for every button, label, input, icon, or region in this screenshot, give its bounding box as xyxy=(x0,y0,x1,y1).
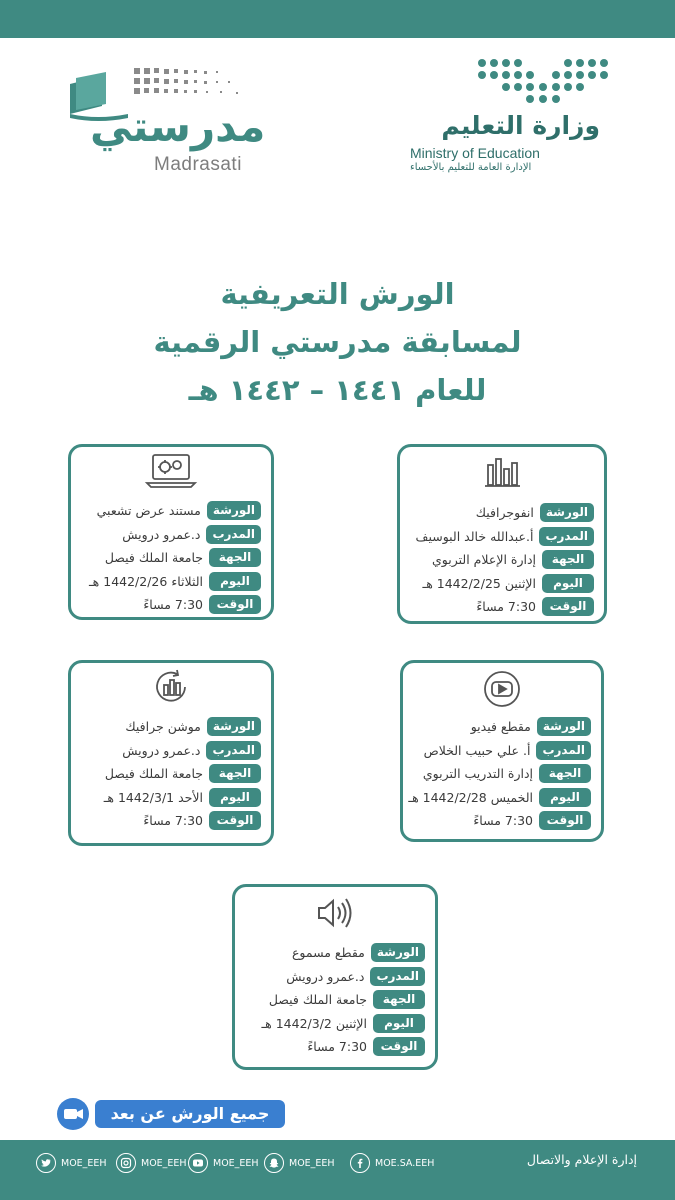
footer-instagram[interactable] xyxy=(116,1152,187,1174)
facebook-icon xyxy=(350,1153,370,1173)
pixel-dots-icon xyxy=(132,66,272,106)
workshop-day: الثلاثاء 1442/2/26 هـ xyxy=(89,573,203,589)
workshop-day: الإثنين 1442/2/25 هـ xyxy=(422,575,536,591)
label-entity: الجهة xyxy=(373,990,425,1009)
workshop-title: مستند عرض تشعبي xyxy=(96,503,201,519)
ministry-name-english: Ministry of Education xyxy=(410,145,540,161)
workshop-title: انفوجرافيك xyxy=(475,505,534,521)
trainer-name: أ. علي حبيب الخلاص xyxy=(423,742,531,758)
youtube-icon xyxy=(188,1153,208,1173)
facebook-handle: MOE.SA.EEH xyxy=(375,1157,435,1169)
trainer-name: د.عمرو درويش xyxy=(286,968,365,984)
footer-snapchat[interactable] xyxy=(264,1152,335,1174)
entity-name: جامعة الملك فيصل xyxy=(104,550,203,566)
label-day: اليوم xyxy=(209,572,261,591)
label-day: اليوم xyxy=(539,788,591,807)
label-trainer: المدرب xyxy=(536,741,591,760)
youtube-handle: MOE_EEH xyxy=(213,1157,259,1169)
label-time: الوقت xyxy=(539,811,591,830)
twitter-icon xyxy=(36,1153,56,1173)
workshop-day: الإثنين 1442/3/2 هـ xyxy=(261,1015,367,1031)
footer-facebook[interactable] xyxy=(350,1152,434,1174)
page-title xyxy=(0,270,675,414)
madrasati-arabic: مدرستي xyxy=(90,102,266,151)
entity-name: جامعة الملك فيصل xyxy=(268,992,367,1008)
top-bar xyxy=(0,0,675,38)
title-line-1: الورش التعريفية xyxy=(220,277,455,311)
workshop-title: مقطع فيديو xyxy=(470,719,531,735)
all-remote-badge xyxy=(57,1098,289,1130)
label-entity: الجهة xyxy=(542,550,594,569)
entity-name: إدارة التدريب التربوي xyxy=(422,766,533,782)
trainer-name: د.عمرو درويش xyxy=(122,526,201,542)
ministry-subtitle: الإدارة العامة للتعليم بالأحساء xyxy=(410,162,532,173)
workshop-time: 7:30 مساءً xyxy=(476,599,536,615)
snapchat-icon xyxy=(264,1153,284,1173)
instagram-icon xyxy=(116,1153,136,1173)
trainer-name: د.عمرو درويش xyxy=(122,742,201,758)
label-trainer: المدرب xyxy=(206,525,261,544)
label-time: الوقت xyxy=(542,597,594,616)
label-workshop: الورشة xyxy=(207,501,261,520)
workshop-day: الأحد 1442/3/1 هـ xyxy=(103,789,203,805)
motion-graphic-icon xyxy=(151,667,191,707)
label-trainer: المدرب xyxy=(539,527,594,546)
label-time: الوقت xyxy=(373,1037,425,1056)
workshop-time: 7:30 مساءً xyxy=(307,1039,367,1055)
workshop-card-hypertext xyxy=(68,444,274,620)
label-day: اليوم xyxy=(209,788,261,807)
instagram-handle: MOE_EEH xyxy=(141,1157,187,1169)
label-day: اليوم xyxy=(373,1014,425,1033)
label-workshop: الورشة xyxy=(207,717,261,736)
label-time: الوقت xyxy=(209,595,261,614)
workshop-time: 7:30 مساءً xyxy=(473,813,533,829)
label-entity: الجهة xyxy=(209,764,261,783)
entity-name: جامعة الملك فيصل xyxy=(104,766,203,782)
label-time: الوقت xyxy=(209,811,261,830)
bar-chart-icon xyxy=(482,451,522,491)
laptop-gears-icon xyxy=(143,451,199,491)
workshop-day: الخميس 1442/2/28 هـ xyxy=(408,789,533,805)
workshop-card-audio xyxy=(232,884,438,1070)
footer-department: إدارة الإعلام والاتصال xyxy=(526,1152,637,1167)
video-play-icon xyxy=(482,669,522,709)
footer-twitter[interactable] xyxy=(36,1152,107,1174)
label-workshop: الورشة xyxy=(371,943,425,962)
label-entity: الجهة xyxy=(209,548,261,567)
workshop-card-infographic xyxy=(397,444,607,624)
ministry-dots-icon xyxy=(474,55,612,107)
trainer-name: أ.عبدالله خالد البوسيف xyxy=(415,528,534,544)
title-line-3: للعام ١٤٤١ – ١٤٤٢ هـ xyxy=(188,373,487,407)
snapchat-handle: MOE_EEH xyxy=(289,1157,335,1169)
madrasati-english: Madrasati xyxy=(154,154,242,175)
ministry-logo xyxy=(400,55,610,175)
workshop-time: 7:30 مساءً xyxy=(143,597,203,613)
label-entity: الجهة xyxy=(539,764,591,783)
speaker-icon xyxy=(313,893,357,933)
label-workshop: الورشة xyxy=(540,503,594,522)
label-workshop: الورشة xyxy=(537,717,591,736)
video-camera-icon xyxy=(57,1098,89,1130)
twitter-handle: MOE_EEH xyxy=(61,1157,107,1169)
workshop-card-video xyxy=(400,660,604,842)
ministry-name-arabic: وزارة التعليم xyxy=(441,111,600,140)
title-line-2: لمسابقة مدرستي الرقمية xyxy=(153,325,522,359)
madrasati-logo xyxy=(62,62,276,178)
label-trainer: المدرب xyxy=(370,967,425,986)
workshop-title: مقطع مسموع xyxy=(291,945,365,961)
footer-youtube[interactable] xyxy=(188,1152,259,1174)
workshop-card-motion-graphic xyxy=(68,660,274,846)
all-remote-label: جميع الورش عن بعد xyxy=(95,1100,285,1128)
label-day: اليوم xyxy=(542,574,594,593)
label-trainer: المدرب xyxy=(206,741,261,760)
workshop-title: موشن جرافيك xyxy=(125,719,201,735)
workshop-time: 7:30 مساءً xyxy=(143,813,203,829)
entity-name: إدارة الإعلام التربوي xyxy=(432,552,536,568)
